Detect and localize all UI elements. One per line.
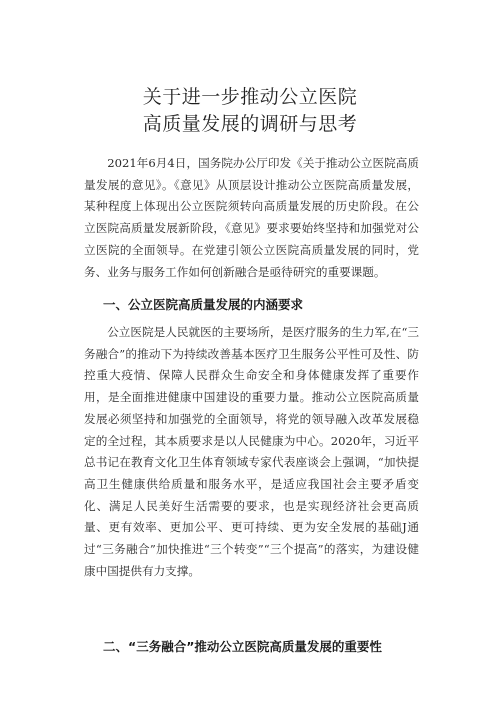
section-heading-2: 二、“三务融合”推动公立医院高质量发展的重要性 bbox=[103, 639, 382, 654]
section-heading-1: 一、公立医院高质量发展的内涵要求 bbox=[103, 297, 304, 312]
section-1-paragraph: 公立医院是人民就医的主要场所，是医疗服务的生力军,在“三务融合”的推动下为持续改善基本医疗卫生服务公平性可及性、防控重大疫情、保障人民群众生命安全和身体健康发挥了重要作用，是全面推进健康中国建设的重要力量。推动公立医院高质量发展必须坚持和加强党的全面领导，将党的领导融入改革发展稳定的全过程，其本质要求是以人民健康为中心。2020年，习近平总书记在教育文化卫生体育领域专家代表座谈会上强调，“加快提高卫生健康供给质量和服务水平，是适应我国社会主要矛盾变化、满足人民美好生活需要的要求，也是实现经济社会更高质量、更有效率、更加公平、更可持续、更为安全发展的基础J通过“三务融合”加快推进“三个转变”“三个提高”的落实，为建设健康中国提供有力支撑。 bbox=[84, 325, 419, 578]
document-title-line-1: 关于进一步推动公立医院 bbox=[142, 86, 358, 108]
intro-section bbox=[84, 153, 419, 283]
document-title-line-2: 高质量发展的调研与思考 bbox=[142, 113, 358, 135]
intro-paragraph: 2021年6月4日，国务院办公厅印发《关于推动公立医院高质量发展的意见》。《意见》从顶层设计推动公立医院高质量发展，某种程度上体现出公立医院须转向高质量发展的历史阶段。在公立医院高质量发展新阶段，《意见》要求要始终坚持和加强党对公立医院的全面领导。在党建引领公立医院高质量发展的同时，党务、业务与服务工作如何创新融合是亟待研究的重要课题。 bbox=[84, 156, 419, 279]
section-1-body bbox=[84, 322, 419, 582]
